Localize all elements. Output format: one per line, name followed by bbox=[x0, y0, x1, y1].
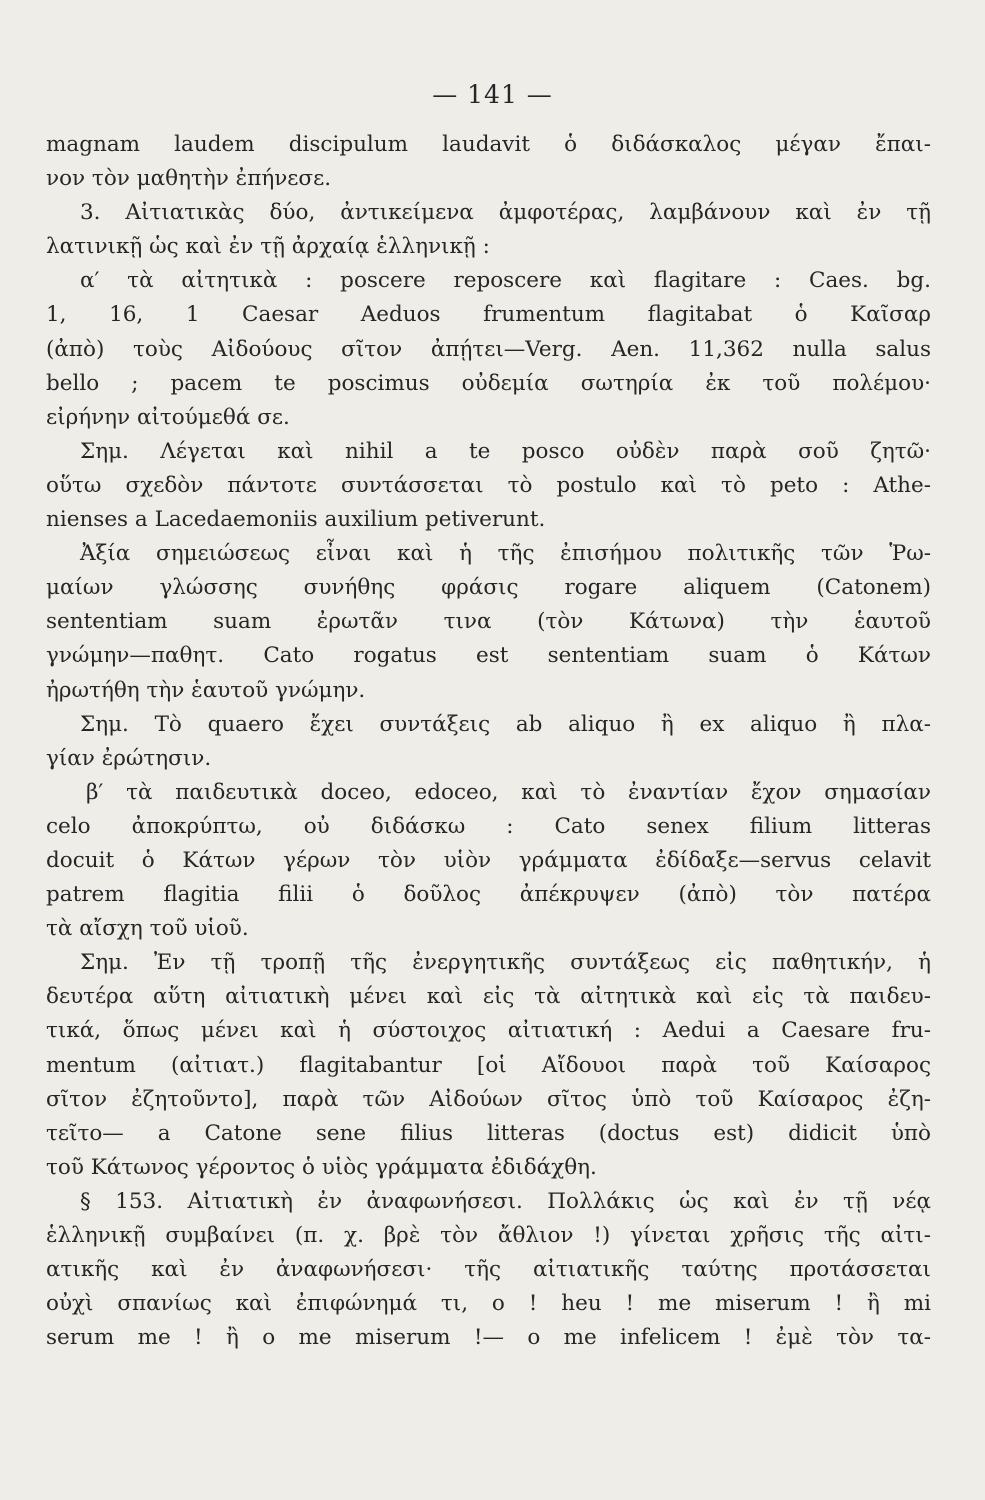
text-line: σῖτον ἐζητοῦντο], παρὰ τῶν Αἰδούων σῖτος ὑπὸ τοῦ Καίσαρος ἐζη- bbox=[46, 1086, 931, 1112]
text-line: Σημ. Ἐν τῇ τροπῇ τῆς ἐνεργητικῆς συντάξεως εἰς παθητικήν, ἡ bbox=[80, 950, 931, 976]
page-body-text bbox=[46, 128, 931, 1355]
text-line: γίαν ἐρώτησιν. bbox=[46, 745, 212, 771]
text-line: μαίων γλώσσης συνήθης φράσις rogare aliquem (Catonem) bbox=[46, 575, 931, 601]
text-line: ατικῆς καὶ ἐν ἀναφωνήσεσι· τῆς αἰτιατικῆς ταύτης προτάσσεται bbox=[46, 1257, 931, 1283]
text-line: bello ; pacem te poscimus οὐδεμία σωτηρία ἐκ τοῦ πολέμου· bbox=[46, 370, 931, 396]
text-line: ἑλληνικῇ συμβαίνει (π. χ. βρὲ τὸν ἄθλιον !) γίνεται χρῆσις τῆς αἰτι- bbox=[46, 1223, 931, 1248]
text-line: νον τὸν μαθητὴν ἐπήνεσε. bbox=[46, 166, 332, 192]
text-line: τὰ αἴσχη τοῦ υἱοῦ. bbox=[46, 916, 249, 942]
text-line: mentum (αἰτιατ.) flagitabantur [οἱ Αἴδουοι παρὰ τοῦ Καίσαρος bbox=[46, 1052, 931, 1078]
text-line: docuit ὁ Κάτων γέρων τὸν υἱὸν γράμματα ἐδίδαξε—servus celavit bbox=[46, 847, 931, 873]
text-line: β′ τὰ παιδευτικὰ doceo, edoceo, καὶ τὸ ἐναντίαν ἔχον σημασίαν bbox=[86, 779, 931, 805]
text-line: γνώμην—παθητ. Cato rogatus est sententiam suam ὁ Κάτων bbox=[46, 643, 931, 669]
text-line: magnam laudem discipulum laudavit ὁ διδάσκαλος μέγαν ἔπαι- bbox=[46, 132, 931, 157]
text-line: οὐχὶ σπανίως καὶ ἐπιφώνημά τι, o ! heu ! me miserum ! ἢ mi bbox=[46, 1291, 931, 1317]
text-line: nienses a Lacedaemoniis auxilium petiverunt. bbox=[46, 507, 546, 533]
text-line: § 153. Αἰτιατικὴ ἐν ἀναφωνήσεσι. Πολλάκις ὡς καὶ ἐν τῇ νέᾳ bbox=[80, 1188, 931, 1214]
text-line: Σημ. Λέγεται καὶ nihil a te posco οὐδὲν παρὰ σοῦ ζητῶ· bbox=[80, 438, 931, 464]
text-line: 1, 16, 1 Caesar Aeduos frumentum flagitabat ὁ Καῖσαρ bbox=[46, 302, 931, 328]
text-line: Σημ. Τὸ quaero ἔχει συντάξεις ab aliquo ἢ ex aliquo ἢ πλα- bbox=[80, 711, 931, 737]
text-line: celo ἀποκρύπτω, οὐ διδάσκω : Cato senex filium litteras bbox=[46, 813, 931, 839]
page-number: — 141 — bbox=[432, 80, 553, 109]
text-line: δευτέρα αὕτη αἰτιατικὴ μένει καὶ εἰς τὰ αἰτητικὰ καὶ εἰς τὰ παιδευ- bbox=[46, 984, 931, 1010]
text-line: sententiam suam ἐρωτᾶν τινα (τὸν Κάτωνα) τὴν ἑαυτοῦ bbox=[46, 609, 931, 635]
text-line: οὕτω σχεδὸν πάντοτε συντάσσεται τὸ postulo καὶ τὸ peto : Athe- bbox=[46, 472, 931, 498]
text-line: λατινικῇ ὡς καὶ ἐν τῇ ἀρχαίᾳ ἑλληνικῇ : bbox=[46, 234, 490, 260]
text-line: 3. Αἰτιατικὰς δύο, ἀντικείμενα ἀμφοτέρας, λαμβάνουν καὶ ἐν τῇ bbox=[80, 200, 931, 226]
text-line: (ἀπὸ) τοὺς Αἰδούους σῖτον ἀπῄτει—Verg. Aen. 11,362 nulla salus bbox=[46, 336, 931, 362]
text-line: εἰρήνην αἰτούμεθά σε. bbox=[46, 404, 290, 430]
text-line: α′ τὰ αἰτητικὰ : poscere reposcere καὶ flagitare : Caes. bg. bbox=[80, 268, 931, 294]
text-line: τεῖτο— a Catone sene filius litteras (doctus est) didicit ὑπὸ bbox=[46, 1120, 931, 1146]
text-line: τικά, ὅπως μένει καὶ ἡ σύστοιχος αἰτιατική : Aedui a Caesare fru- bbox=[46, 1018, 931, 1044]
text-line: patrem flagitia filii ὁ δοῦλος ἀπέκρυψεν (ἀπὸ) τὸν πατέρα bbox=[46, 882, 931, 908]
text-line: ἠρωτήθη τὴν ἑαυτοῦ γνώμην. bbox=[46, 677, 366, 703]
text-line: τοῦ Κάτωνος γέροντος ὁ υἱὸς γράμματα ἐδιδάχθη. bbox=[46, 1154, 597, 1180]
text-line: Ἀξία σημειώσεως εἶναι καὶ ἡ τῆς ἐπισήμου πολιτικῆς τῶν Ῥω- bbox=[80, 541, 931, 567]
text-line: serum me ! ἢ o me miserum !— o me infelicem ! ἐμὲ τὸν τα- bbox=[46, 1325, 931, 1351]
